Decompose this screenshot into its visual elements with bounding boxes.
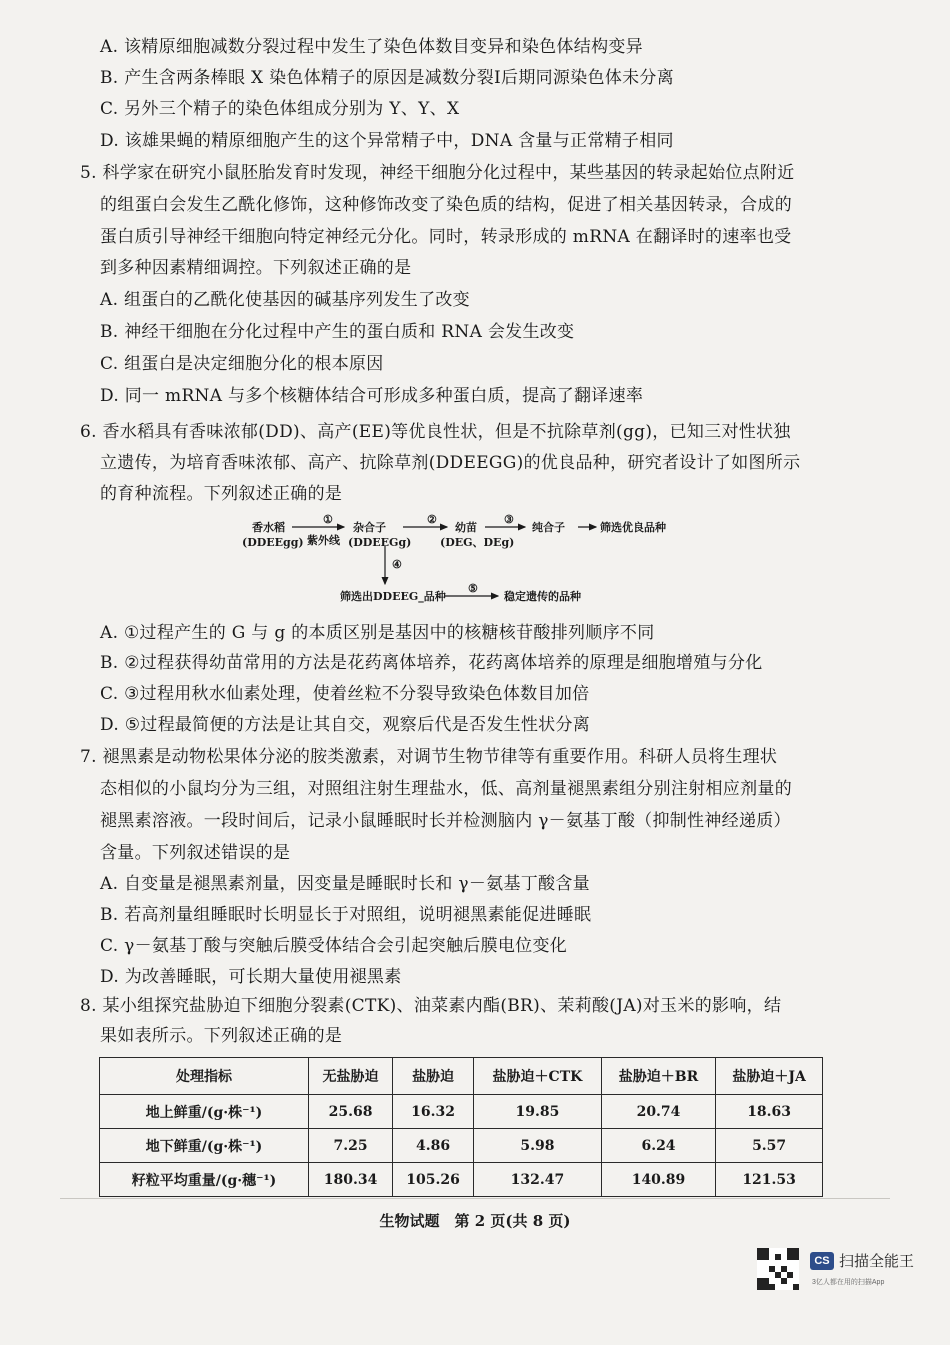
table-row (100, 1129, 823, 1163)
q5-option-d: D. 同一 mRNA 与多个核糖体结合可形成多种蛋白质，提高了翻译速率 (100, 386, 644, 406)
q5-option-a: A. 组蛋白的乙酰化使基因的碱基序列发生了改变 (100, 290, 470, 310)
table-header-cell: 无盐胁迫 (309, 1058, 393, 1095)
table-cell: 18.63 (716, 1095, 823, 1129)
breeding-flow-diagram (240, 512, 710, 612)
table-cell: 140.89 (601, 1163, 715, 1197)
page-footer: 生物试题 第 2 页(共 8 页) (379, 1212, 571, 1230)
step-1-marker: ① (323, 513, 333, 526)
node-select-ddeeg: 筛选出DDEEG_品种 (340, 590, 446, 603)
table-cell: 地下鲜重/(g·株⁻¹) (100, 1129, 309, 1163)
step-4-marker: ④ (392, 558, 402, 571)
step-3-marker: ③ (504, 513, 514, 526)
table-cell: 16.32 (393, 1095, 474, 1129)
table-cell: 5.57 (716, 1129, 823, 1163)
watermark-tagline: 3亿人都在用的扫描App (812, 1279, 885, 1286)
step-5-marker: ⑤ (468, 582, 478, 595)
q5-stem-line-3: 蛋白质引导神经干细胞向特定神经元分化。同时，转录形成的 mRNA 在翻译时的速率也受 (100, 227, 792, 247)
table-cell: 地上鲜重/(g·株⁻¹) (100, 1095, 309, 1129)
table-cell: 5.98 (474, 1129, 602, 1163)
step-2-marker: ② (427, 513, 437, 526)
q7-stem-line-2: 态相似的小鼠均分为三组，对照组注射生理盐水，低、高剂量褪黑素组分别注射相应剂量的 (100, 779, 792, 799)
table-header-row (100, 1058, 823, 1095)
table-cell: 20.74 (601, 1095, 715, 1129)
results-table (99, 1057, 823, 1197)
step-1-label: 紫外线 (307, 534, 340, 547)
watermark-app-name: 扫描全能王 (839, 1253, 915, 1270)
table-header-cell: 盐胁迫＋JA (716, 1058, 823, 1095)
table-cell: 25.68 (309, 1095, 393, 1129)
node-select-variety: 筛选优良品种 (600, 521, 666, 534)
table-row (100, 1095, 823, 1129)
node-homozygote: 纯合子 (532, 521, 565, 534)
camscanner-logo-icon: CS (810, 1252, 834, 1270)
node-seedling-label: 幼苗 (455, 521, 477, 534)
table-header-cell: 处理指标 (100, 1058, 309, 1095)
table-cell: 4.86 (393, 1129, 474, 1163)
q5-option-c: C. 组蛋白是决定细胞分化的根本原因 (100, 354, 384, 374)
q4-option-c: C. 另外三个精子的染色体组成分别为 Y、Y、X (100, 99, 460, 119)
table-cell: 132.47 (474, 1163, 602, 1197)
table-cell: 105.26 (393, 1163, 474, 1197)
q4-option-a: A. 该精原细胞减数分裂过程中发生了染色体数目变异和染色体结构变异 (100, 37, 643, 57)
q7-option-b: B. 若高剂量组睡眠时长明显长于对照组，说明褪黑素能促进睡眠 (100, 905, 592, 925)
q5-stem-line-2: 的组蛋白会发生乙酰化修饰，这种修饰改变了染色质的结构，促进了相关基因转录，合成的 (100, 195, 792, 215)
q6-stem-line-1: 6. 香水稻具有香味浓郁(DD)、高产(EE)等优良性状，但是不抗除草剂(gg)，已知三对性状独 (80, 422, 791, 442)
table-cell: 7.25 (309, 1129, 393, 1163)
table-cell: 6.24 (601, 1129, 715, 1163)
node-stable-variety: 稳定遗传的品种 (504, 590, 581, 603)
q5-option-b: B. 神经干细胞在分化过程中产生的蛋白质和 RNA 会发生改变 (100, 322, 575, 342)
q6-stem-line-2: 立遗传，为培育香味浓郁、高产、抗除草剂(DDEEGG)的优良品种，研究者设计了如图所示 (100, 453, 801, 473)
q7-stem-line-4: 含量。下列叙述错误的是 (100, 843, 291, 863)
q7-stem-line-1: 7. 褪黑素是动物松果体分泌的胺类激素，对调节生物节律等有重要作用。科研人员将生理状 (80, 747, 778, 767)
table-cell: 121.53 (716, 1163, 823, 1197)
table-cell: 19.85 (474, 1095, 602, 1129)
q4-option-b: B. 产生含两条棒眼 X 染色体精子的原因是减数分裂Ⅰ后期同源染色体未分离 (100, 68, 675, 88)
node-seedling-genotype: (DEG、DEg) (440, 536, 515, 549)
q6-option-d: D. ⑤过程最简便的方法是让其自交，观察后代是否发生性状分离 (100, 715, 591, 735)
q8-stem-line-2: 果如表所示。下列叙述正确的是 (100, 1026, 343, 1046)
table-cell: 180.34 (309, 1163, 393, 1197)
q6-stem-line-3: 的育种流程。下列叙述正确的是 (100, 484, 343, 504)
table-row (100, 1163, 823, 1197)
q7-option-a: A. 自变量是褪黑素剂量，因变量是睡眠时长和 γ－氨基丁酸含量 (100, 874, 590, 894)
node-hybrid-genotype: (DDEEGg) (348, 536, 412, 549)
node-hybrid-label: 杂合子 (353, 521, 386, 534)
q7-stem-line-3: 褪黑素溶液。一段时间后，记录小鼠睡眠时长并检测脑内 γ－氨基丁酸（抑制性神经递质） (100, 811, 791, 831)
q6-option-b: B. ②过程获得幼苗常用的方法是花药离体培养，花药离体培养的原理是细胞增殖与分化 (100, 653, 763, 673)
q8-stem-line-1: 8. 某小组探究盐胁迫下细胞分裂素(CTK)、油菜素内酯(BR)、茉莉酸(JA)对玉米的影响，结 (80, 996, 782, 1016)
qr-code-icon (757, 1248, 799, 1290)
q6-option-c: C. ③过程用秋水仙素处理，使着丝粒不分裂导致染色体数目加倍 (100, 684, 590, 704)
table-header-cell: 盐胁迫 (393, 1058, 474, 1095)
table-header-cell: 盐胁迫＋BR (601, 1058, 715, 1095)
node-parent-genotype: (DDEEgg) (242, 536, 304, 549)
q7-option-d: D. 为改善睡眠，可长期大量使用褪黑素 (100, 967, 402, 987)
q6-option-a: A. ①过程产生的 G 与 g 的本质区别是基因中的核糖核苷酸排列顺序不同 (100, 623, 655, 643)
footer-divider (60, 1198, 890, 1199)
q5-stem-line-1: 5. 科学家在研究小鼠胚胎发育时发现，神经干细胞分化过程中，某些基因的转录起始位点附近 (80, 163, 795, 183)
q7-option-c: C. γ－氨基丁酸与突触后膜受体结合会引起突触后膜电位变化 (100, 936, 568, 956)
table-header-cell: 盐胁迫＋CTK (474, 1058, 602, 1095)
node-parent-label: 香水稻 (252, 521, 285, 534)
q5-stem-line-4: 到多种因素精细调控。下列叙述正确的是 (100, 258, 412, 278)
table-cell: 籽粒平均重量/(g·穗⁻¹) (100, 1163, 309, 1197)
q4-option-d: D. 该雄果蝇的精原细胞产生的这个异常精子中，DNA 含量与正常精子相同 (100, 131, 674, 151)
